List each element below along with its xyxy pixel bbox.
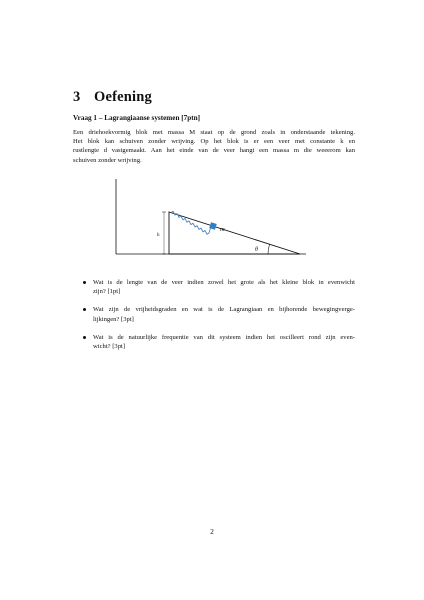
bullet-line: zijn? [1pt] — [93, 288, 121, 296]
angle-label-theta: θ — [255, 247, 258, 253]
angle-arc — [268, 245, 270, 255]
question-list — [83, 278, 355, 360]
section-title: Oefening — [94, 89, 152, 105]
list-item — [83, 333, 355, 351]
incline-diagram — [110, 176, 310, 260]
page-number: 2 — [210, 527, 214, 536]
bullet-icon — [83, 336, 86, 339]
bullet-line: wicht? [3pt] — [93, 343, 126, 351]
height-label: h — [157, 233, 160, 238]
intro-paragraph — [73, 128, 355, 165]
bullet-line: Wat is de natuurlijke frequentie van dit systeem indien het oscilleert rond zijn even- — [93, 333, 355, 341]
incline-figure — [110, 176, 310, 260]
list-item — [83, 278, 355, 296]
intro-line: rustlengte d vastgemaakt. Aan het einde van de veer hangt een massa m die weeerom kan — [73, 147, 355, 155]
bullet-line: lijkingen? [3pt] — [93, 315, 134, 323]
section-heading — [73, 89, 152, 106]
mass-label-m: m — [220, 226, 225, 233]
triangle-block — [169, 212, 300, 254]
intro-line: Een driehoekvormig blok met massa M staat op de grond zoals in onderstaande tekening. — [73, 129, 355, 136]
section-number: 3 — [73, 89, 81, 105]
intro-line: schuiven zonder wrijving. — [73, 156, 142, 164]
intro-line: Het blok kan schuiven zonder wrijving. Op het blok is er een veer met constante k en — [73, 138, 355, 146]
bullet-icon — [83, 281, 86, 284]
bullet-line: Wat is de lengte van de veer indien zowel het grote als het kleine blok in evenwicht — [93, 279, 355, 286]
bullet-line: Wat zijn de vrijheidsgraden en wat is de Lagrangiaan en bijhorende bewegingverge- — [93, 306, 355, 314]
question-heading: Vraag 1 – Lagrangiaanse systemen [7ptn] — [73, 114, 201, 122]
bullet-icon — [83, 308, 86, 311]
list-item — [83, 305, 355, 323]
